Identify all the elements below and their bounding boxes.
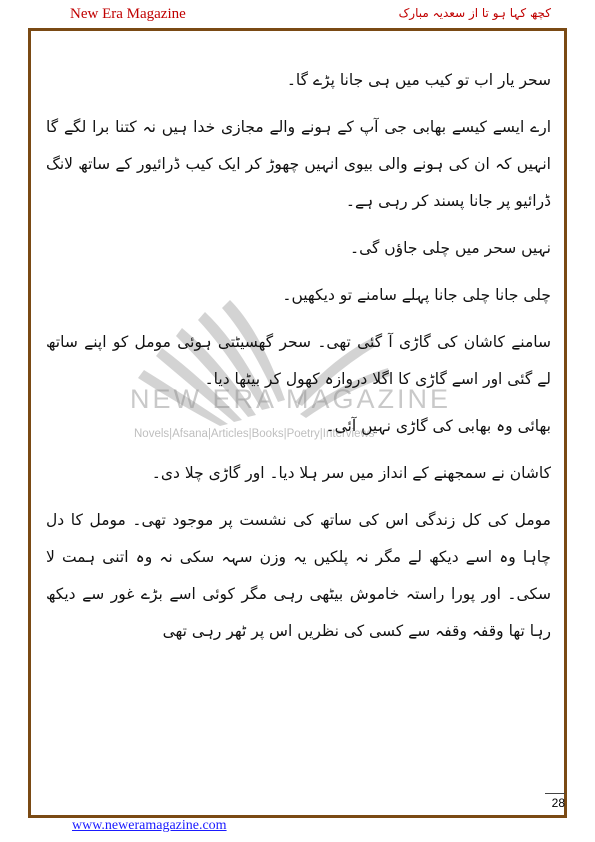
paragraph-7: کاشان نے سمجھنے کے انداز میں سر ہلا دیا۔ اور گاڑی چلا دی۔ <box>151 464 551 482</box>
paragraph-1: سحر یار اب تو کیب میں ہی جانا پڑے گا۔ <box>286 71 551 89</box>
page-number: 28 <box>545 793 565 810</box>
novel-title-header: کچھ کہا ہو تا از سعدیہ مبارک <box>398 6 551 20</box>
paragraph-8: مومل کی کل زندگی اس کی ساتھ کی نشست پر موجود تھی۔ مومل کا دل چاہا وہ اسے دیکھ لے مگر نہ پلکیں یہ وزن سہہ سکی نہ وہ اتنی ہمت لا سکی۔ اور پورا راستہ خاموش بیٹھی رہی مگر کوئی اسے بڑے غور سے دیکھ رہا تھا وقفہ وقفہ سے کسی کی نظریں اس پر ٹھر رہی تھی <box>46 511 551 640</box>
paragraph-6: بھائی وہ بھابی کی گاڑی نہیں آئی۔ <box>325 417 551 435</box>
watermark-categories: Novels|Afsana|Articles|Books|Poetry|Interviews <box>134 428 375 440</box>
paragraph-2: ارے ایسے کیسے بھابی جی آپ کے ہونے والے مجازی خدا ہیں نہ کتنا برا لگے گا انہیں کہ ان کی ہونے والی بیوی انہیں چھوڑ کر ایک کیب ڈرائیور کے ساتھ لانگ ڈرائیو پر جانا پسند کر رہی ہے۔ <box>46 118 551 210</box>
story-text <box>46 62 551 660</box>
paragraph-5: سامنے کاشان کی گاڑی آ گئی تھی۔ سحر گھسیٹتی ہوئی مومل کو اپنے ساتھ لے گئی اور اسے گاڑی کا اگلا دروازہ کھول کر بیٹھا دیا۔ <box>46 333 551 388</box>
magazine-name-header: New Era Magazine <box>70 6 186 22</box>
paragraph-4: چلی جانا چلی جانا پہلے سامنے تو دیکھیں۔ <box>282 286 551 304</box>
website-link[interactable]: www.neweramagazine.com <box>72 818 227 833</box>
paragraph-3: نہیں سحر میں چلی جاؤں گی۔ <box>349 239 551 257</box>
watermark-title: NEW ERA MAGAZINE <box>130 384 452 414</box>
